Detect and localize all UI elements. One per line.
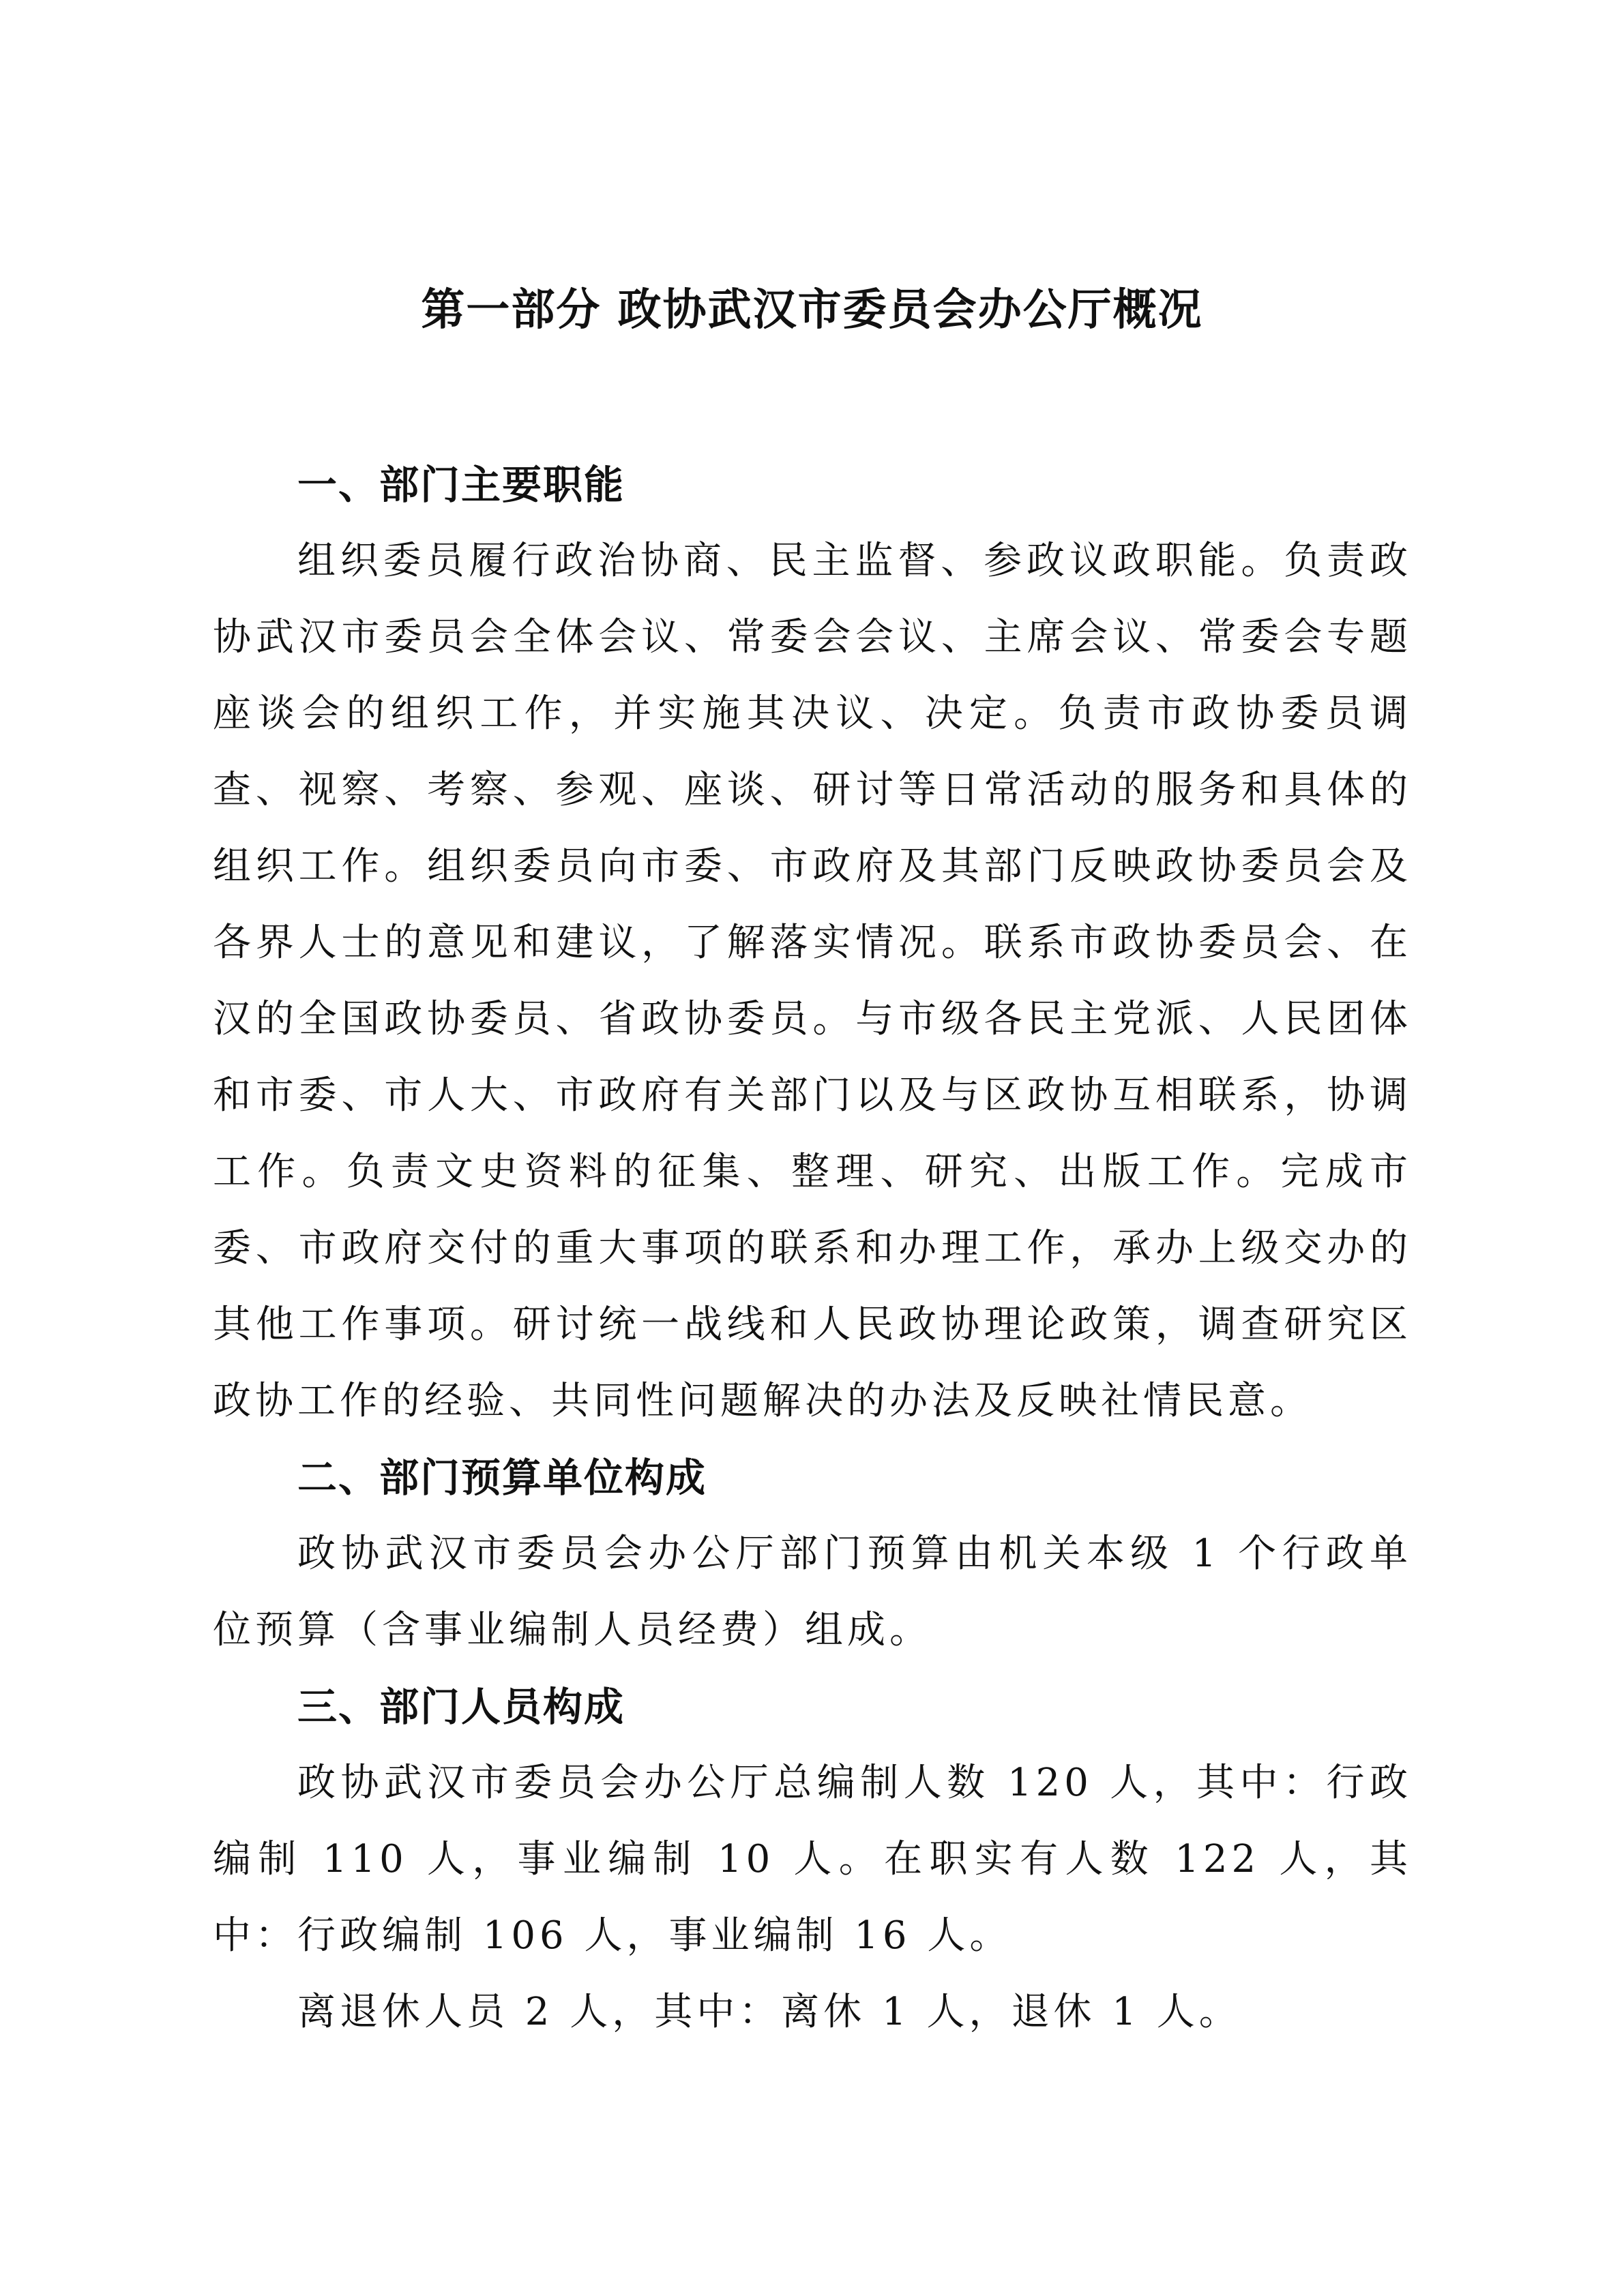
section-heading: 三、部门人员构成: [297, 1684, 625, 1730]
paragraph: 组织委员履行政治协商、民主监督、参政议政职能。负责政协武汉市委员会全体会议、常委会会议、主席会议、常委会专题座谈会的组织工作，并实施其决议、决定。负责市政协委员调查、视察、考察、参观、座谈、研讨等日常活动的服务和具体的组织工作。组织委员向市委、市政府及其部门反映政协委员会及各界人士的意见和建议，了解落实情况。联系市政协委员会、在汉的全国政协委员、省政协委员。与市级各民主党派、人民团体和市委、市人大、市政府有关部门以及与区政协互相联系，协调工作。负责文史资料的征集、整理、研究、出版工作。完成市委、市政府交付的重大事项的联系和办理工作，承办上级交办的其他工作事项。研讨统一战线和人民政协理论政策，调查研究区政协工作的经验、共同性问题解决的办法及反映社情民意。: [213, 539, 1412, 1423]
section-heading: 一、部门主要职能: [297, 462, 625, 508]
section-heading: 二、部门预算单位构成: [297, 1455, 707, 1501]
section-main-functions: [213, 447, 1412, 1440]
paragraph: 离退休人员 2 人，其中：离休 1 人，退休 1 人。: [297, 1990, 1241, 2034]
document-body: [213, 447, 1412, 2051]
page-title: 第一部分 政协武汉市委员会办公厅概况: [421, 285, 1203, 336]
paragraph: 政协武汉市委员会办公厅部门预算由机关本级 1 个行政单位预算（含事业编制人员经费）组成。: [213, 1532, 1412, 1652]
paragraph: 政协武汉市委员会办公厅总编制人数 120 人，其中：行政编制 110 人，事业编制 10 人。在职实有人数 122 人，其中：行政编制 106 人，事业编制 16 人。: [213, 1761, 1412, 1958]
section-budget-units: [213, 1440, 1412, 1669]
section-staff-composition: [213, 1669, 1412, 2051]
